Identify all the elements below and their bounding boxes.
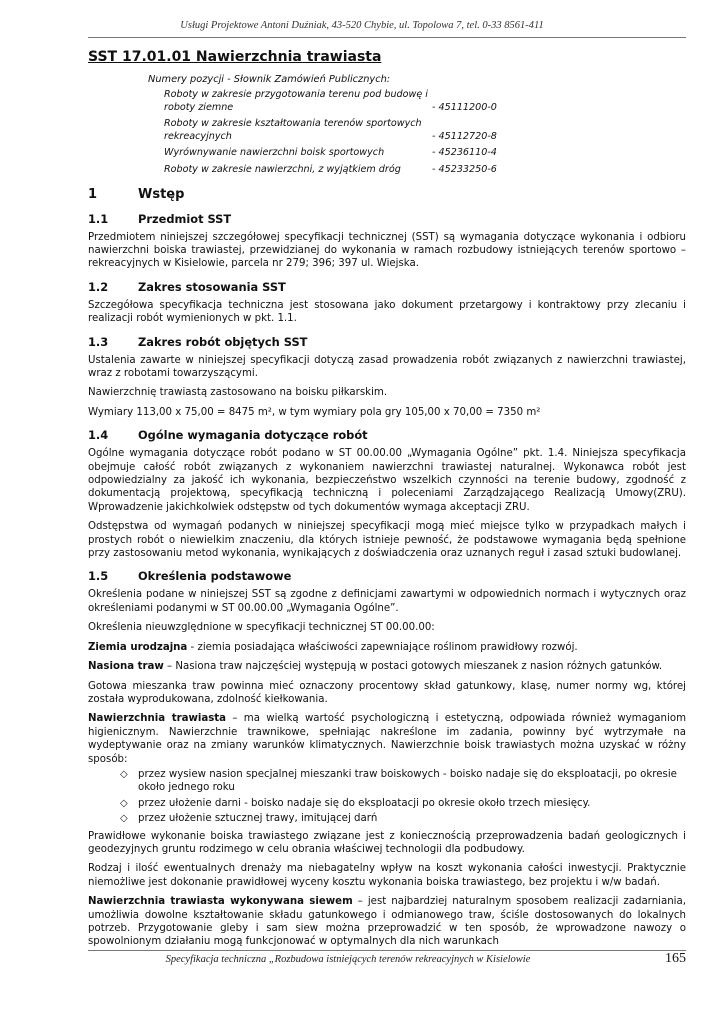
diamond-bullet-icon: ◇ <box>120 768 128 780</box>
section-number: 1.3 <box>88 334 109 349</box>
paragraph: Odstępstwa od wymagań podanych w niniejszej specyfikacji mogą mieć miejsce tylko w przypadkach małych i prostych robót o niewielkim znaczeniu, dla których istnieje pewność, że podstawowe wymagania będą spełnione przy zastosowaniu metod wykonania, wynikających z doświadczenia oraz uznanych reguł i zasad sztuki budowlanej. <box>88 521 686 560</box>
section-number: 1.5 <box>88 569 109 584</box>
definition-term: Nasiona traw <box>88 661 164 673</box>
cpv-table <box>164 89 686 177</box>
page-number: 165 <box>665 951 686 966</box>
section-heading-1-4 <box>88 428 686 442</box>
list-item-text: przez ułożenie darni - boisko nadaje się do eksploatacji po okresie około trzech miesięcy. <box>138 797 591 809</box>
page-content <box>88 48 686 955</box>
paragraph: Prawidłowe wykonanie boiska trawiastego związane jest z koniecznością przeprowadzenia badań geologicznych i geodezyjnych gruntu rodzimego w celu obrania właściwej technologii dla podbudowy. <box>88 830 686 855</box>
cpv-heading: Numery pozycji - Słownik Zamówień Publicznych: <box>148 74 391 85</box>
definition-paragraph <box>88 641 686 654</box>
diamond-bullet-icon: ◇ <box>120 813 128 825</box>
definition-paragraph <box>88 895 686 949</box>
cpv-description: Roboty w zakresie przygotowania terenu pod budowę i roboty ziemne <box>164 89 428 113</box>
section-number: 1 <box>88 186 98 202</box>
list-item-text: przez ułożenie sztucznej trawy, imitującej darń <box>138 813 378 825</box>
definition-term: Ziemia urodzajna <box>88 641 188 653</box>
paragraph: Ustalenia zawarte w niniejszej specyfikacji dotyczą zasad prowadzenia robót związanych z nawierzchni trawiastej, wraz z robotami towarzyszącymi. <box>88 354 686 379</box>
header-rule <box>88 37 686 38</box>
running-footer: Specyfikacja techniczna „Rozbudowa istniejących terenów rekreacyjnych w Kisielowie <box>165 954 531 965</box>
diamond-bullet-icon: ◇ <box>120 797 128 809</box>
cpv-row <box>164 118 686 143</box>
section-number: 1.1 <box>88 211 109 226</box>
list-item <box>120 812 686 825</box>
definition-text: – jest najbardziej naturalnym sposobem realizacji zadarniania, umożliwia dowolne kształtowanie składu gatunkowego i odmianowego traw, ściśle dostosowanych do lokalnych potrzeb. Przygotowanie gleby i sam siew można przeprowadzić w ten sposób, że wprowadzone nawozy o spowolnionym działaniu mogą funkcjonować w optymalnych dla nich warunkach <box>88 896 686 948</box>
section-number: 1.4 <box>88 428 109 443</box>
definition-term: Nawierzchnia trawiasta <box>88 713 227 725</box>
cpv-row <box>164 89 686 114</box>
cpv-code: - 45233250-6 <box>432 163 497 175</box>
cpv-code: - 45236110-4 <box>432 147 497 159</box>
section-heading-1-1 <box>88 212 686 226</box>
paragraph: Określenia nieuwzględnione w specyfikacji technicznej ST 00.00.00: <box>88 622 435 634</box>
section-title: Ogólne wymagania dotyczące robót <box>138 428 368 443</box>
definition-text: – Nasiona traw najczęściej występują w postaci gotowych mieszanek z nasion różnych gatunków. <box>163 661 663 673</box>
cpv-row <box>164 164 686 177</box>
paragraph: Nawierzchnię trawiastą zastosowano na boisku piłkarskim. <box>88 387 388 399</box>
section-title: Zakres stosowania SST <box>138 279 286 294</box>
list-item <box>120 797 686 810</box>
document-title: SST 17.01.01 Nawierzchnia trawiasta <box>88 49 382 65</box>
section-heading-1-3 <box>88 335 686 349</box>
section-heading-1-5 <box>88 569 686 583</box>
list-item-text: przez wysiew nasion specjalnej mieszanki traw boiskowych - boisko nadaje się do eksploatacji, po okresie około jednego roku <box>138 768 677 794</box>
section-title: Określenia podstawowe <box>138 569 292 584</box>
running-header: Usługi Projektowe Antoni Duźniak, 43-520 Chybie, ul. Topolowa 7, tel. 0-33 8561-411 <box>180 20 544 31</box>
paragraph: Ogólne wymagania dotyczące robót podano w ST 00.00.00 „Wymagania Ogólne” pkt. 1.4. Niniejsza specyfikacja obejmuje całość robót związanych z wykonaniem nawierzchni trawiastej naturalnej. Wykonawca robót jest odpowiedzialny za jakość ich wykonania, bezpieczeństwo wszelkich czynności na terenie budowy, zgodność z dokumentacją projektową, specyfikacją techniczną i poleceniami Zarządzającego Realizacją Umowy(ZRU). Wprowadzenie jakichkolwiek odstępstw od tych dokumentów wymaga akceptacji ZRU. <box>88 448 686 513</box>
bullet-list <box>88 768 686 826</box>
cpv-row <box>164 147 686 160</box>
definition-term: Nawierzchnia trawiasta wykonywana siewem <box>88 896 353 908</box>
paragraph: Określenia podane w niniejszej SST są zgodne z definicjami zawartymi w odpowiednich normach i wytycznych oraz określeniami podanymi w ST 00.00.00 „Wymagania Ogólne”. <box>88 589 686 614</box>
section-number: 1.2 <box>88 279 109 294</box>
definition-paragraph <box>88 712 686 766</box>
section-title: Przedmiot SST <box>138 211 232 226</box>
cpv-description: Roboty w zakresie kształtowania terenów sportowych rekreacyjnych <box>164 118 422 142</box>
cpv-code: - 45111200-0 <box>432 101 497 113</box>
paragraph: Przedmiotem niniejszej szczegółowej specyfikacji technicznej (SST) są wymagania dotyczące wykonania i odbioru nawierzchni boiska trawiastej, przewidzianej do wykonania w ramach rozbudowy istniejących terenów sportowo – rekreacyjnych w Kisielowie, parcela nr 279; 396; 397 ul. Wiejska. <box>88 231 686 270</box>
definition-text: – ma wielką wartość psychologiczną i estetyczną, odpowiada również wymaganiom higienicznym. Nawierzchnie trawnikowe, spełniając nakreślone im zadania, powinny być wytrzymałe na wydeptywanie oraz na zmiany warunków klimatycznych. Nawierzchnie boisk trawiastych można uzyskać w różny sposób: <box>88 713 686 765</box>
section-heading-1 <box>88 187 686 203</box>
section-heading-1-2 <box>88 280 686 294</box>
paragraph: Wymiary 113,00 x 75,00 = 8475 m², w tym wymiary pola gry 105,00 x 70,00 = 7350 m² <box>88 406 541 418</box>
cpv-code: - 45112720-8 <box>432 130 497 142</box>
section-title: Wstęp <box>138 186 185 202</box>
definition-paragraph <box>88 660 686 673</box>
definition-text: - ziemia posiadająca właściwości zapewniające roślinom prawidłowy rozwój. <box>187 641 578 653</box>
list-item <box>120 768 686 795</box>
footer-rule <box>88 950 686 951</box>
cpv-description: Wyrównywanie nawierzchni boisk sportowych <box>164 147 385 159</box>
paragraph: Rodzaj i ilość ewentualnych drenaży ma niebagatelny wpływ na koszt wykonania całości inwestycji. Praktycznie niemożliwe jest dokonanie prawidłowej wyceny kosztu wykonania boiska trawiastego, bez projektu i w/w badań. <box>88 863 686 888</box>
paragraph: Szczegółowa specyfikacja techniczna jest stosowana jako dokument przetargowy i kontraktowy przy zlecaniu i realizacji robót wymienionych w pkt. 1.1. <box>88 299 686 325</box>
section-title: Zakres robót objętych SST <box>138 334 308 349</box>
cpv-description: Roboty w zakresie nawierzchni, z wyjątkiem dróg <box>164 163 401 175</box>
paragraph: Gotowa mieszanka traw powinna mieć oznaczony procentowy skład gatunkowy, klasę, numer normy wg, której została wyprodukowana, zdolność kiełkowania. <box>88 680 686 705</box>
